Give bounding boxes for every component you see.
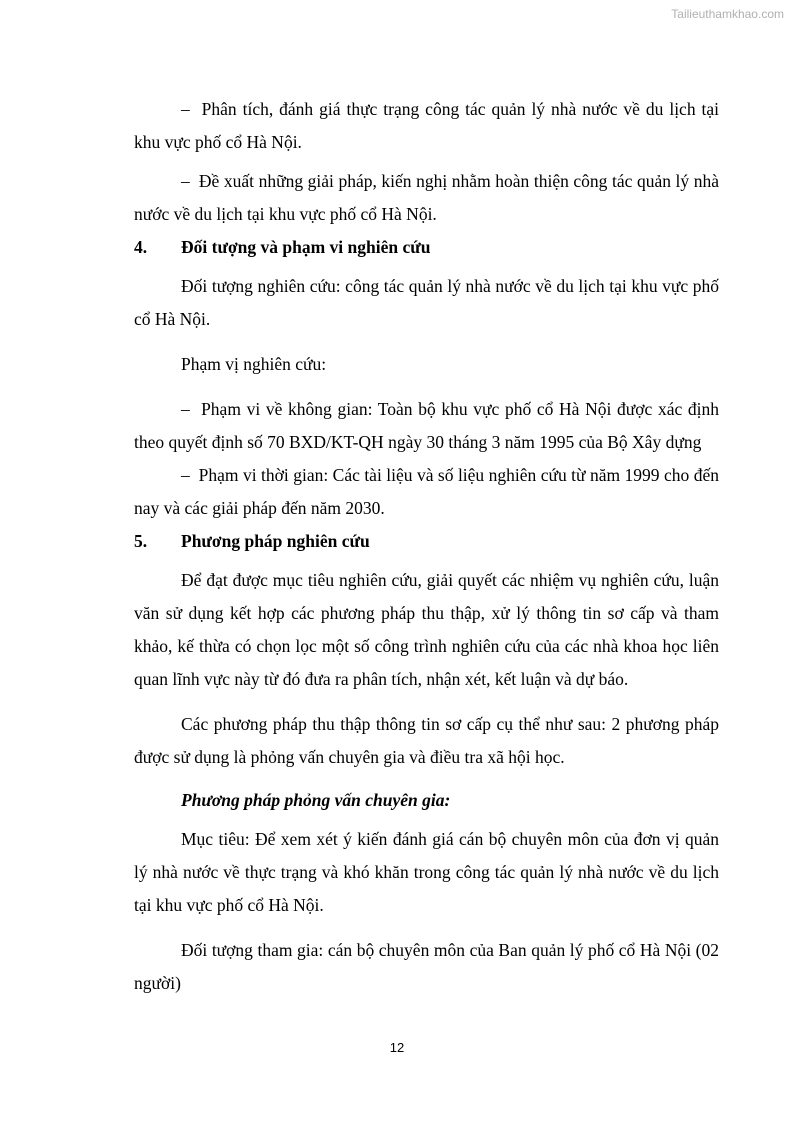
paragraph: Để đạt được mục tiêu nghiên cứu, giải quyết các nhiệm vụ nghiên cứu, luận văn sử dụng kết hợp các phương pháp thu thập, xử lý thông tin sơ cấp và tham khảo, kế thừa có chọn lọc một số công trình nghiên cứu của các nhà khoa học liên quan lĩnh vực này từ đó đưa ra phân tích, nhận xét, kết luận và dự báo. [134, 570, 719, 689]
paragraph: Đối tượng nghiên cứu: công tác quản lý nhà nước về du lịch tại khu vực phố cổ Hà Nội. [134, 276, 719, 329]
subheading: Phương pháp phỏng vấn chuyên gia: [181, 790, 451, 810]
page-body [134, 93, 719, 1000]
bullet-item [134, 393, 719, 459]
bullet-text: Phân tích, đánh giá thực trạng công tác quản lý nhà nước về du lịch tại khu vực phố cổ Hà Nội. [134, 99, 720, 152]
section-title: Phương pháp nghiên cứu [181, 531, 370, 551]
bullet-item [134, 165, 719, 231]
bullet-item [134, 459, 719, 525]
watermark: Tailieuthamkhao.com [671, 7, 784, 21]
page-number: 12 [389, 1040, 405, 1055]
dash-mark: – [181, 171, 190, 191]
paragraph: Các phương pháp thu thập thông tin sơ cấp cụ thể như sau: 2 phương pháp được sử dụng là phỏng vấn chuyên gia và điều tra xã hội học. [134, 714, 719, 767]
paragraph: Phạm vị nghiên cứu: [181, 354, 327, 374]
section-title: Đối tượng và phạm vi nghiên cứu [181, 237, 431, 257]
bullet-text: Phạm vi về không gian: Toàn bộ khu vực phố cổ Hà Nội được xác định theo quyết định số 70 BXD/KT-QH ngày 30 tháng 3 năm 1995 của Bộ Xây dựng [134, 399, 719, 452]
bullet-item [134, 93, 719, 159]
bullet-text: Đề xuất những giải pháp, kiến nghị nhằm hoàn thiện công tác quản lý nhà nước về du lịch tại khu vực phố cổ Hà Nội. [134, 171, 720, 224]
section-number: 5. [134, 531, 148, 551]
section-number: 4. [134, 237, 148, 257]
paragraph: Đối tượng tham gia: cán bộ chuyên môn của Ban quản lý phố cổ Hà Nội (02 người) [134, 940, 719, 993]
section-heading [134, 525, 719, 558]
section-heading [134, 231, 719, 264]
bullet-text: Phạm vi thời gian: Các tài liệu và số liệu nghiên cứu từ năm 1999 cho đến nay và các giải pháp đến năm 2030. [134, 465, 719, 518]
dash-mark: – [181, 99, 190, 119]
dash-mark: – [181, 399, 190, 419]
dash-mark: – [181, 465, 190, 485]
paragraph: Mục tiêu: Để xem xét ý kiến đánh giá cán bộ chuyên môn của đơn vị quản lý nhà nước về thực trạng và khó khăn trong công tác quản lý nhà nước về du lịch tại khu vực phố cổ Hà Nội. [134, 829, 719, 915]
